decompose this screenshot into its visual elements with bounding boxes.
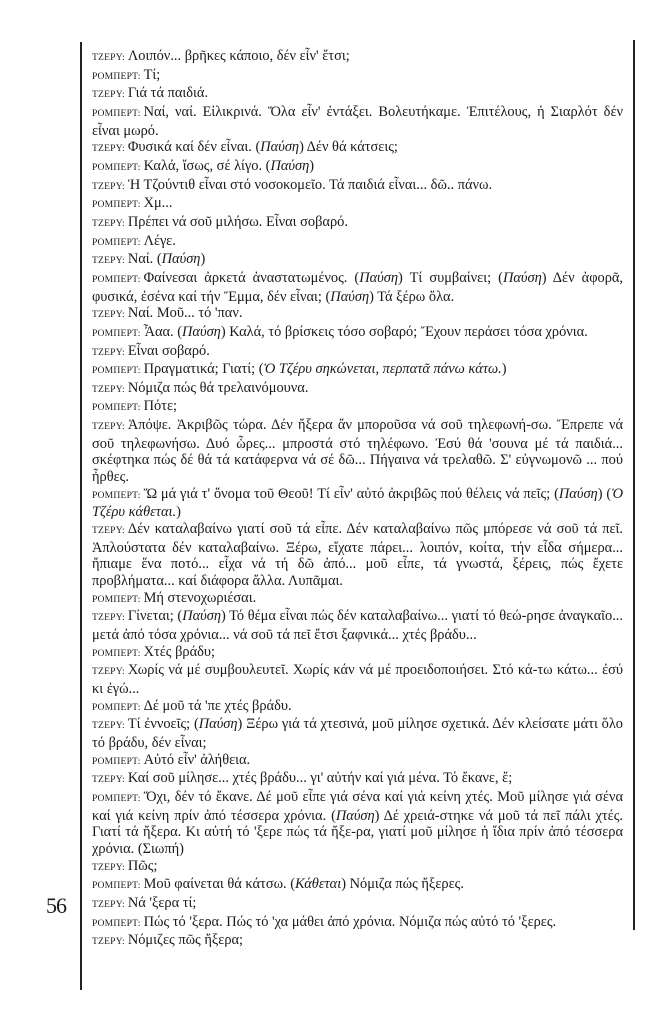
- stage-direction: Παύση: [182, 608, 221, 625]
- spoken-text: ): [176, 504, 181, 521]
- spoken-text: Γίνεται; (: [127, 608, 183, 625]
- dialogue-line: [92, 716, 623, 751]
- spoken-text: Ναί. (: [127, 251, 162, 268]
- spoken-text: Πότε;: [143, 398, 177, 415]
- stage-direction: Παύση: [330, 288, 370, 305]
- stage-direction: Ὁ Τζέρυ κάθεται.: [92, 485, 624, 521]
- spoken-text: Δέ μοῦ τά 'πε χτές βράδυ.: [143, 697, 292, 714]
- stage-direction: Παύση: [270, 157, 310, 174]
- speaker-name: ΤΖΕΡΥ:: [92, 898, 125, 910]
- dialogue-line: [92, 932, 623, 951]
- speaker-name: ΡΟΜΠΕΡΤ:: [92, 402, 141, 414]
- spoken-text: Νόμιζες πῶς ἤξερα;: [127, 932, 244, 949]
- speaker-name: ΡΟΜΠΕΡΤ:: [92, 647, 141, 659]
- spoken-text: Φυσικά καί δέν εἶναι. (: [127, 139, 261, 156]
- stage-direction: Παύση: [198, 716, 238, 733]
- dialogue-line: [92, 644, 623, 663]
- speaker-name: ΡΟΜΠΕΡΤ:: [92, 593, 141, 605]
- spoken-text: Τί;: [143, 66, 161, 83]
- spoken-text: ) Τό θέμα εἶναι πώς δέν καταλαβαίνω... γιατί τό θεώ-ρησε ἀναγκαῖο... μετά ἀπό τόσα χρόνια... νά σοῦ τά πεῖ ἔτσι ξαφνικά... χτές βράδυ...: [92, 608, 623, 643]
- speaker-name: ΡΟΜΠΕΡΤ:: [92, 755, 141, 767]
- speaker-name: ΤΖΕΡΥ:: [92, 180, 125, 192]
- dialogue-line: [92, 608, 623, 643]
- spoken-text: Ὤ μά γιά τ' ὄνομα τοῦ Θεοῦ! Τί εἶν' αὐτό ἀκριβῶς πού θέλεις νά πεῖς; (: [143, 485, 559, 502]
- spoken-text: ) (: [597, 485, 612, 502]
- stage-direction: Ὁ Τζέρυ σηκώνεται, περπατᾶ πάνω κάτω.: [263, 361, 502, 378]
- dialogue-line: [92, 858, 623, 877]
- speaker-name: ΡΟΜΠΕΡΤ:: [92, 701, 141, 713]
- speaker-name: ΤΖΕΡΥ:: [92, 217, 125, 229]
- speaker-name: ΤΖΕΡΥ:: [92, 421, 125, 433]
- spoken-text: ) Δέ χρειά-στηκε νά μοῦ τά πεῖ πάλι χτές. Γιατί τά ἤξερα. Κι αὐτή τό 'ξερε πώς τά ἤξε-ρα, γιατί μοῦ μίλησε ἡ ἴδια πρίν ἀπό τέσσερα χρόνια. (Σιωπή): [92, 807, 623, 857]
- spoken-text: ) Δέν θά κάτσεις;: [299, 139, 398, 156]
- speaker-name: ΡΟΜΠΕΡΤ:: [92, 199, 141, 211]
- dialogue-line: [92, 398, 623, 417]
- stage-direction: Κάθεται: [295, 876, 342, 893]
- dialogue-text: [92, 48, 623, 951]
- speaker-name: ΡΟΜΠΕΡΤ:: [92, 880, 141, 892]
- dialogue-line: [92, 233, 623, 252]
- spoken-text: Ναί. Μοῦ... τό 'παν.: [127, 305, 243, 322]
- spoken-text: ): [501, 361, 507, 378]
- speaker-name: ΡΟΜΠΕΡΤ:: [92, 365, 141, 377]
- spoken-text: Λέγε.: [143, 232, 176, 249]
- spoken-text: Πώς τό 'ξερα. Πώς τό 'χα μάθει ἀπό χρόνια. Νόμιζα πώς αὐτό τό 'ξερες.: [143, 913, 557, 930]
- spoken-text: Αὐτό εἶν' ἀλήθεια.: [143, 751, 251, 768]
- dialogue-line: [92, 895, 623, 914]
- left-margin-rule: [80, 42, 82, 990]
- dialogue-line: [92, 48, 623, 67]
- speaker-name: ΡΟΜΠΕΡΤ:: [92, 70, 141, 82]
- spoken-text: Χμ...: [143, 195, 173, 212]
- speaker-name: ΤΖΕΡΥ:: [92, 89, 125, 101]
- speaker-name: ΡΟΜΠΕΡΤ:: [92, 327, 141, 339]
- dialogue-line: [92, 324, 623, 343]
- dialogue-line: [92, 104, 623, 139]
- spoken-text: ) Καλά, τό βρίσκεις τόσο σοβαρό; Ἔχουν περάσει τόσα χρόνια.: [220, 323, 588, 340]
- dialogue-line: [92, 876, 623, 895]
- spoken-text: Πρέπει νά σοῦ μιλήσω. Εἶναι σοβαρό.: [127, 213, 348, 230]
- dialogue-line: [92, 305, 623, 324]
- spoken-text: Τί ἐννοεῖς; (: [127, 716, 199, 733]
- speaker-name: ΡΟΜΠΕΡΤ:: [92, 107, 141, 119]
- speaker-name: ΤΖΕΡΥ:: [92, 383, 125, 395]
- spoken-text: Ἆαα. (: [143, 323, 183, 340]
- speaker-name: ΡΟΜΠΕΡΤ:: [92, 489, 141, 501]
- right-margin-rule: [633, 40, 635, 930]
- spoken-text: ) Τί συμβαίνει; (: [398, 269, 503, 286]
- spoken-text: Εἶναι σοβαρό.: [127, 342, 210, 359]
- stage-direction: Παύση: [335, 807, 375, 824]
- spoken-text: Πραγματικά; Γιατί; (: [143, 361, 264, 378]
- dialogue-line: [92, 521, 623, 590]
- speaker-name: ΤΖΕΡΥ:: [92, 612, 125, 624]
- speaker-name: ΤΖΕΡΥ:: [92, 52, 125, 63]
- spoken-text: Χτές βράδυ;: [143, 643, 216, 660]
- dialogue-line: [92, 270, 623, 305]
- speaker-name: ΡΟΜΠΕΡΤ:: [92, 161, 141, 173]
- speaker-name: ΤΖΕΡΥ:: [92, 720, 125, 732]
- spoken-text: Καί σοῦ μίλησε... χτές βράδυ... γι' αὐτήν καί γιά μένα. Τό ἔκανε, ἔ;: [127, 770, 513, 787]
- dialogue-line: [92, 343, 623, 362]
- speaker-name: ΡΟΜΠΕΡΤ:: [92, 273, 141, 285]
- stage-direction: Παύση: [260, 139, 300, 156]
- dialogue-line: [92, 177, 623, 196]
- speaker-name: ΤΖΕΡΥ:: [92, 143, 125, 155]
- dialogue-line: [92, 486, 623, 521]
- spoken-text: Ναί, ναί. Εἰλικρινά. Ὅλα εἶν' ἐντάξει. Βολευτήκαμε. Ἐπιτέλους, ἡ Σιαρλότ δέν εἶναι μωρό.: [92, 103, 623, 139]
- spoken-text: Δέν καταλαβαίνω γιατί σοῦ τά εἶπε. Δέν καταλαβαίνω πῶς μπόρεσε νά σοῦ τά πεῖ. Ἁπλούστατα δέν καταλαβαίνω. Ξέρω, εἴχατε πάρει... λοιπόν, κοίτα, τήν εἶδα σήμερα... ἤπιαμε ἕνα ποτό... εἶχα νά τή δῶ ἀπό... μοῦ εἶπε, τά γνωστά, ξέρεις, πώς ἔχετε προβλήματα... καί διάφορα ἄλλα. Λυπᾶμαι.: [92, 521, 623, 590]
- spoken-text: Ἀπόψε. Ἀκριβῶς τώρα. Δέν ἤξερα ἄν μποροῦσα νά σοῦ τηλεφωνή-σω. Ἔπρεπε νά σοῦ τηλεφωνήσω. Δυό ὧρες... μπροστά στό τηλέφωνο. Ἐσύ θά 'σουνα μέ τά παιδιά... σκέφτηκα πώς δέ θά τά κατάφερνα νά σέ δῶ... Πήγαινα νά τρελαθῶ. Σ' εὐγνωμονῶ ... πού ἦρθες.: [92, 417, 623, 486]
- spoken-text: ): [200, 251, 206, 268]
- speaker-name: ΤΖΕΡΥ:: [92, 309, 125, 321]
- dialogue-line: [92, 380, 623, 399]
- dialogue-line: [92, 251, 623, 270]
- dialogue-line: [92, 214, 623, 233]
- dialogue-line: [92, 662, 623, 697]
- dialogue-line: [92, 914, 623, 933]
- speaker-name: ΤΖΕΡΥ:: [92, 666, 125, 678]
- spoken-text: ) Δέν ἀφορᾶ, φυσικά, ἐσένα καί τήν Ἔμμα, δέν εἶναι; (: [92, 269, 624, 305]
- speaker-name: ΡΟΜΠΕΡΤ:: [92, 236, 141, 248]
- spoken-text: ): [309, 157, 315, 174]
- spoken-text: Λοιπόν... βρῆκες κάποιο, δέν εἶν' ἔτσι;: [127, 48, 350, 64]
- spoken-text: Νόμιζα πώς θά τρελαινόμουνα.: [127, 379, 309, 396]
- dialogue-line: [92, 417, 623, 486]
- speaker-name: ΤΖΕΡΥ:: [92, 936, 125, 948]
- spoken-text: Χωρίς νά μέ συμβουλευτεῖ. Χωρίς κάν νά μέ προειδοποιήσει. Στό κά-τω κάτω... ἐσύ κι ἐγώ...: [92, 662, 623, 697]
- spoken-text: ) Ξέρω γιά τά χτεσινά, μοῦ μίλησε σχετικά. Δέν κλείσατε μάτι ὅλο τό βράδυ, δέν εἶναι;: [92, 716, 624, 751]
- dialogue-line: [92, 139, 623, 158]
- spoken-text: Πῶς;: [127, 857, 158, 874]
- dialogue-line: [92, 195, 623, 214]
- speaker-name: ΤΖΕΡΥ:: [92, 346, 125, 358]
- speaker-name: ΤΖΕΡΥ:: [92, 774, 125, 786]
- speaker-name: ΤΖΕΡΥ:: [92, 255, 125, 267]
- spoken-text: Γιά τά παιδιά.: [127, 85, 209, 102]
- dialogue-line: [92, 590, 623, 609]
- spoken-text: ) Νόμιζα πώς ἤξερες.: [341, 876, 464, 893]
- dialogue-line: [92, 770, 623, 789]
- spoken-text: Μοῦ φαίνεται θά κάτσω. (: [143, 876, 296, 893]
- dialogue-line: [92, 85, 623, 104]
- dialogue-line: [92, 698, 623, 717]
- spoken-text: ) Τά ξέρω ὅλα.: [369, 288, 455, 305]
- speaker-name: ΤΖΕΡΥ:: [92, 525, 125, 537]
- dialogue-line: [92, 361, 623, 380]
- spoken-text: Φαίνεσαι ἀρκετά ἀναστατωμένος. (: [143, 269, 360, 286]
- dialogue-line: [92, 67, 623, 86]
- stage-direction: Παύση: [558, 485, 598, 502]
- speaker-name: ΤΖΕΡΥ:: [92, 861, 125, 873]
- stage-direction: Παύση: [182, 323, 221, 340]
- dialogue-line: [92, 789, 623, 858]
- spoken-text: Νά 'ξερα τί;: [127, 894, 197, 911]
- stage-direction: Παύση: [359, 269, 399, 286]
- speaker-name: ΡΟΜΠΕΡΤ:: [92, 792, 141, 804]
- stage-direction: Παύση: [161, 251, 201, 268]
- spoken-text: Ὄχι, δέν τό ἔκανε. Δέ μοῦ εἶπε γιά σένα καί γιά κείνη χτές. Μοῦ μίλησε γιά σένα καί γιά κείνη πρίν ἀπό τέσσερα χρόνια. (: [92, 788, 623, 824]
- speaker-name: ΡΟΜΠΕΡΤ:: [92, 917, 141, 929]
- page-number: 56: [46, 893, 66, 918]
- stage-direction: Παύση: [502, 269, 542, 286]
- spoken-text: Μή στενοχωριέσαι.: [143, 589, 257, 606]
- spoken-text: Καλά, ἴσως, σέ λίγο. (: [143, 157, 271, 174]
- dialogue-line: [92, 158, 623, 177]
- dialogue-line: [92, 752, 623, 771]
- spoken-text: Ἡ Τζούντιθ εἶναι στό νοσοκομεῖο. Τά παιδιά εἶναι... δῶ.. πάνω.: [127, 176, 493, 193]
